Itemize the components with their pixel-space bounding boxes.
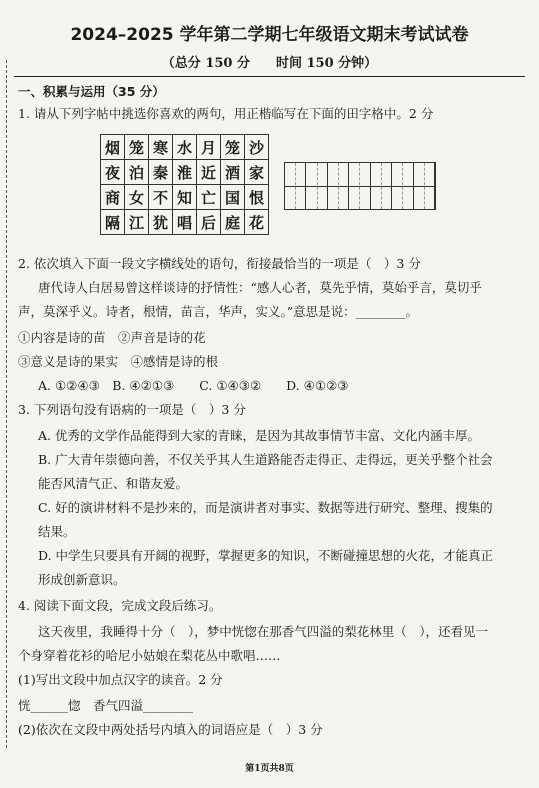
copybook-character: 商 (101, 185, 125, 210)
copybook-character: 庭 (221, 210, 245, 235)
copybook-row (101, 160, 269, 185)
question-3-option-a: A. 优秀的文学作品能得到大家的青睐，是因为其故事情节丰富、文化内涵丰厚。 (38, 428, 480, 443)
copybook-character: 女 (125, 185, 149, 210)
question-3-option-d-cont: 形成创新意识。 (38, 572, 126, 587)
copybook-character: 酒 (221, 160, 245, 185)
question-3-option-c-cont: 结果。 (38, 524, 76, 539)
question-4-sub-1: (1)写出文段中加点汉字的读音。2 分 (18, 672, 223, 687)
copybook-character: 江 (125, 210, 149, 235)
exam-title: 2024–2025 学年第二学期七年级语文期末考试试卷 (70, 25, 469, 45)
copybook-character: 沙 (245, 135, 269, 160)
copybook-character: 后 (197, 210, 221, 235)
copybook-table (100, 134, 269, 235)
copybook-character: 秦 (149, 160, 173, 185)
tianzige-answer-grid[interactable] (284, 162, 436, 210)
copybook-row (101, 135, 269, 160)
binding-margin-line (6, 60, 7, 748)
question-2-passage-line: 唐代诗人白居易曾这样谈诗的抒情性：“感人心者，莫先乎情，莫始乎言，莫切乎 (38, 280, 482, 295)
question-4-passage-line: 个身穿着花衫的哈尼小姑娘在梨花丛中歌唱…… (18, 648, 281, 663)
copybook-character: 唱 (173, 210, 197, 235)
copybook-character: 恨 (245, 185, 269, 210)
copybook-character: 水 (173, 135, 197, 160)
question-3: 3. 下列语句没有语病的一项是（ ）3 分 (18, 402, 246, 417)
copybook-character: 寒 (149, 135, 173, 160)
page-number: 第1页共8页 (245, 764, 294, 774)
copybook-character: 国 (221, 185, 245, 210)
question-4-sub-1-blanks[interactable]: 恍______惚 香气四溢________ (18, 698, 194, 713)
copybook-character: 犹 (149, 210, 173, 235)
copybook-character: 笼 (221, 135, 245, 160)
question-4-passage-line: 这天夜里，我睡得十分（ ），梦中恍惚在那香气四溢的梨花林里（ ），还看见一 (38, 624, 489, 639)
copybook-character: 花 (245, 210, 269, 235)
copybook-character: 夜 (101, 160, 125, 185)
question-3-option-d: D. 中学生只要具有开阔的视野，掌握更多的知识，不断碰撞思想的火花，才能真正 (38, 548, 494, 563)
copybook-row (101, 185, 269, 210)
question-4-sub-2: (2)依次在文段中两处括号内填入的词语应是（ ）3 分 (18, 722, 323, 737)
copybook-character: 知 (173, 185, 197, 210)
copybook-character: 隔 (101, 210, 125, 235)
question-2-option-line: ③意义是诗的果实 ④感情是诗的根 (18, 354, 219, 369)
copybook-character: 淮 (173, 160, 197, 185)
copybook-character: 近 (197, 160, 221, 185)
question-2: 2. 依次填入下面一段文字横线处的语句，衔接最恰当的一项是（ ）3 分 (18, 256, 421, 271)
question-3-option-b-cont: 能否风清气正、和谐友爱。 (38, 476, 189, 491)
copybook-character: 家 (245, 160, 269, 185)
copybook-character: 不 (149, 185, 173, 210)
copybook-row (101, 210, 269, 235)
copybook-character: 亡 (197, 185, 221, 210)
question-3-option-b: B. 广大青年崇德向善，不仅关乎其人生道路能否走得正、走得远，更关乎整个社会 (38, 452, 493, 467)
copybook-character: 笼 (125, 135, 149, 160)
copybook-character: 月 (197, 135, 221, 160)
question-3-option-c: C. 好的演讲材料不是抄来的，而是演讲者对事实、数据等进行研究、整理、搜集的 (38, 500, 493, 515)
question-4: 4. 阅读下面文段，完成文段后练习。 (18, 598, 222, 613)
question-2-choices: A. ①②④③ B. ④②①③ C. ①④③② D. ④①②③ (38, 378, 349, 393)
header-rule (14, 76, 525, 77)
question-1: 1. 请从下列字帖中挑选你喜欢的两句，用正楷临写在下面的田字格中。2 分 (18, 106, 434, 121)
question-2-passage-line: 声，莫深乎义。诗者，根情，苗言，华声，实义。”意思是说：________。 (18, 304, 419, 319)
section-heading: 一、积累与运用（35 分） (18, 84, 165, 99)
copybook-character: 泊 (125, 160, 149, 185)
exam-subtitle: （总分 150 分 时间 150 分钟） (161, 56, 378, 71)
copybook-character: 烟 (101, 135, 125, 160)
question-2-option-line: ①内容是诗的苗 ②声音是诗的花 (18, 330, 206, 345)
